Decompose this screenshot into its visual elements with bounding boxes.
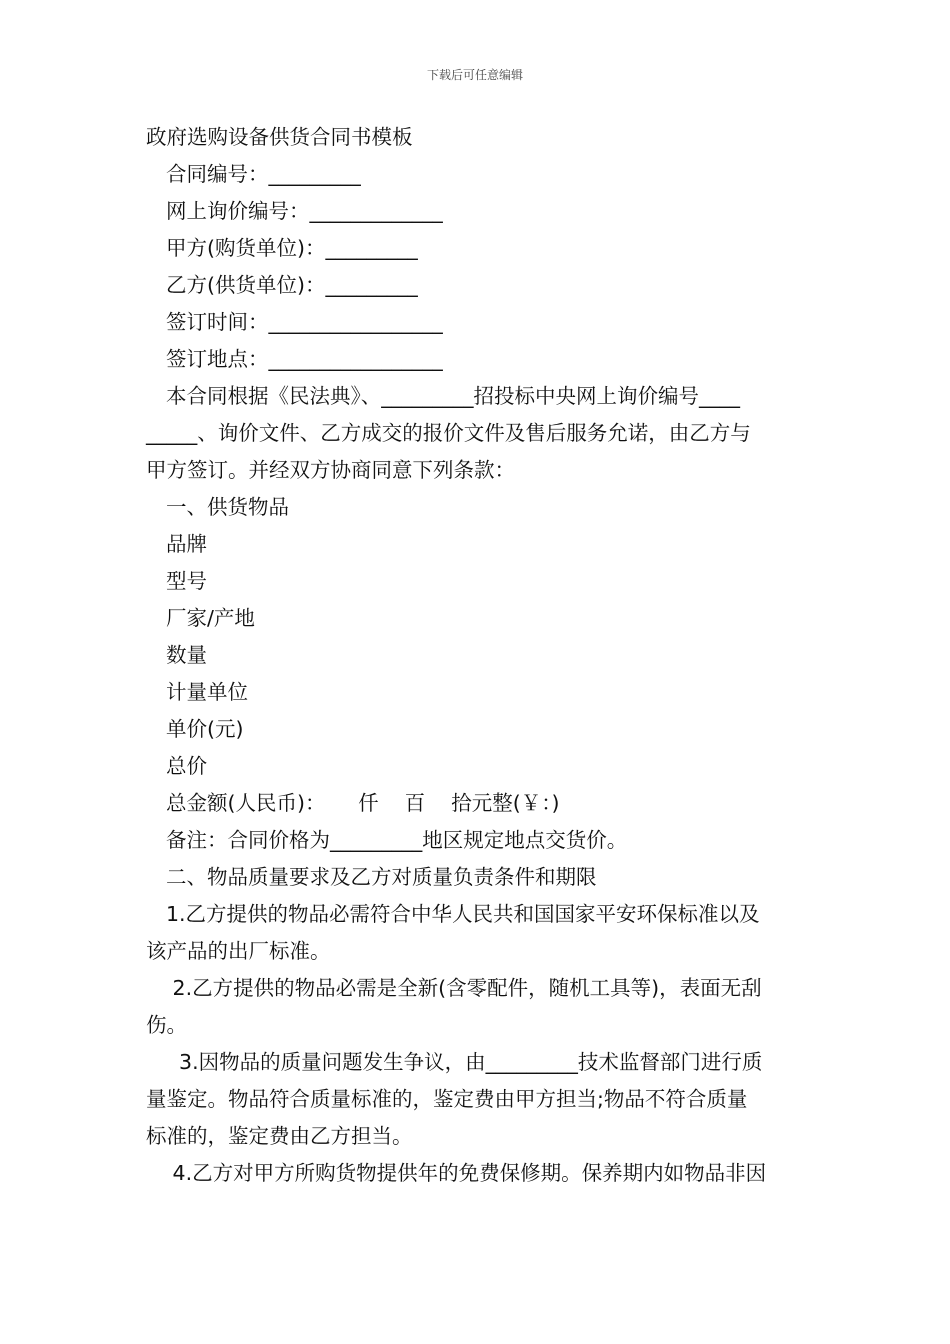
clause-line: 3.因物品的质量问题发生争议，由_________技术监督部门进行质 — [166, 1050, 763, 1074]
goods-field-unit: 计量单位 — [166, 680, 248, 704]
goods-field-model: 型号 — [166, 569, 207, 593]
contract-document — [146, 119, 816, 1192]
signing-time-line: 签订时间：_________________ — [166, 310, 443, 334]
page-header-note: 下载后可任意编辑 — [426, 68, 523, 82]
clause-line: 2.乙方提供的物品必需是全新(含零配件，随机工具等)，表面无刮 — [166, 976, 762, 1000]
clause-line: 伤。 — [146, 1013, 187, 1037]
signing-place-line: 签订地点：_________________ — [166, 347, 443, 371]
party-a-line: 甲方(购货单位)：_________ — [166, 236, 418, 260]
goods-field-manufacturer: 厂家/产地 — [166, 606, 255, 630]
goods-field-brand: 品牌 — [166, 532, 207, 556]
party-b-line: 乙方(供货单位)：_________ — [166, 273, 418, 297]
clause-line: 该产品的出厂标准。 — [146, 939, 331, 963]
clause-line: 1.乙方提供的物品必需符合中华人民共和国国家平安环保标准以及 — [166, 902, 760, 926]
section-2-heading: 二、物品质量要求及乙方对质量负责条件和期限 — [166, 865, 597, 889]
goods-field-total-price: 总价 — [166, 754, 207, 778]
intro-line: 甲方签订。并经双方协商同意下列条款： — [146, 458, 515, 482]
goods-field-quantity: 数量 — [166, 643, 207, 667]
intro-line: _____、询价文件、乙方成交的报价文件及售后服务允诺，由乙方与 — [146, 421, 751, 445]
goods-field-unit-price: 单价(元) — [166, 717, 244, 741]
inquiry-number-line: 网上询价编号：_____________ — [166, 199, 443, 223]
clause-line: 4.乙方对甲方所购货物提供年的免费保修期。保养期内如物品非因 — [166, 1161, 767, 1185]
remark-line: 备注：合同价格为_________地区规定地点交货价。 — [166, 828, 628, 852]
contract-number-line: 合同编号：_________ — [166, 162, 361, 186]
total-amount-line: 总金额(人民币)： 仟 百 拾元整(￥：) — [166, 791, 560, 815]
clause-line: 标准的，鉴定费由乙方担当。 — [146, 1124, 413, 1148]
section-1-heading: 一、供货物品 — [166, 495, 289, 519]
clause-line: 量鉴定。物品符合质量标准的，鉴定费由甲方担当;物品不符合质量 — [146, 1087, 748, 1111]
intro-line: 本合同根据《民法典》、_________招投标中央网上询价编号____ — [166, 384, 740, 408]
document-title: 政府选购设备供货合同书模板 — [146, 125, 413, 149]
